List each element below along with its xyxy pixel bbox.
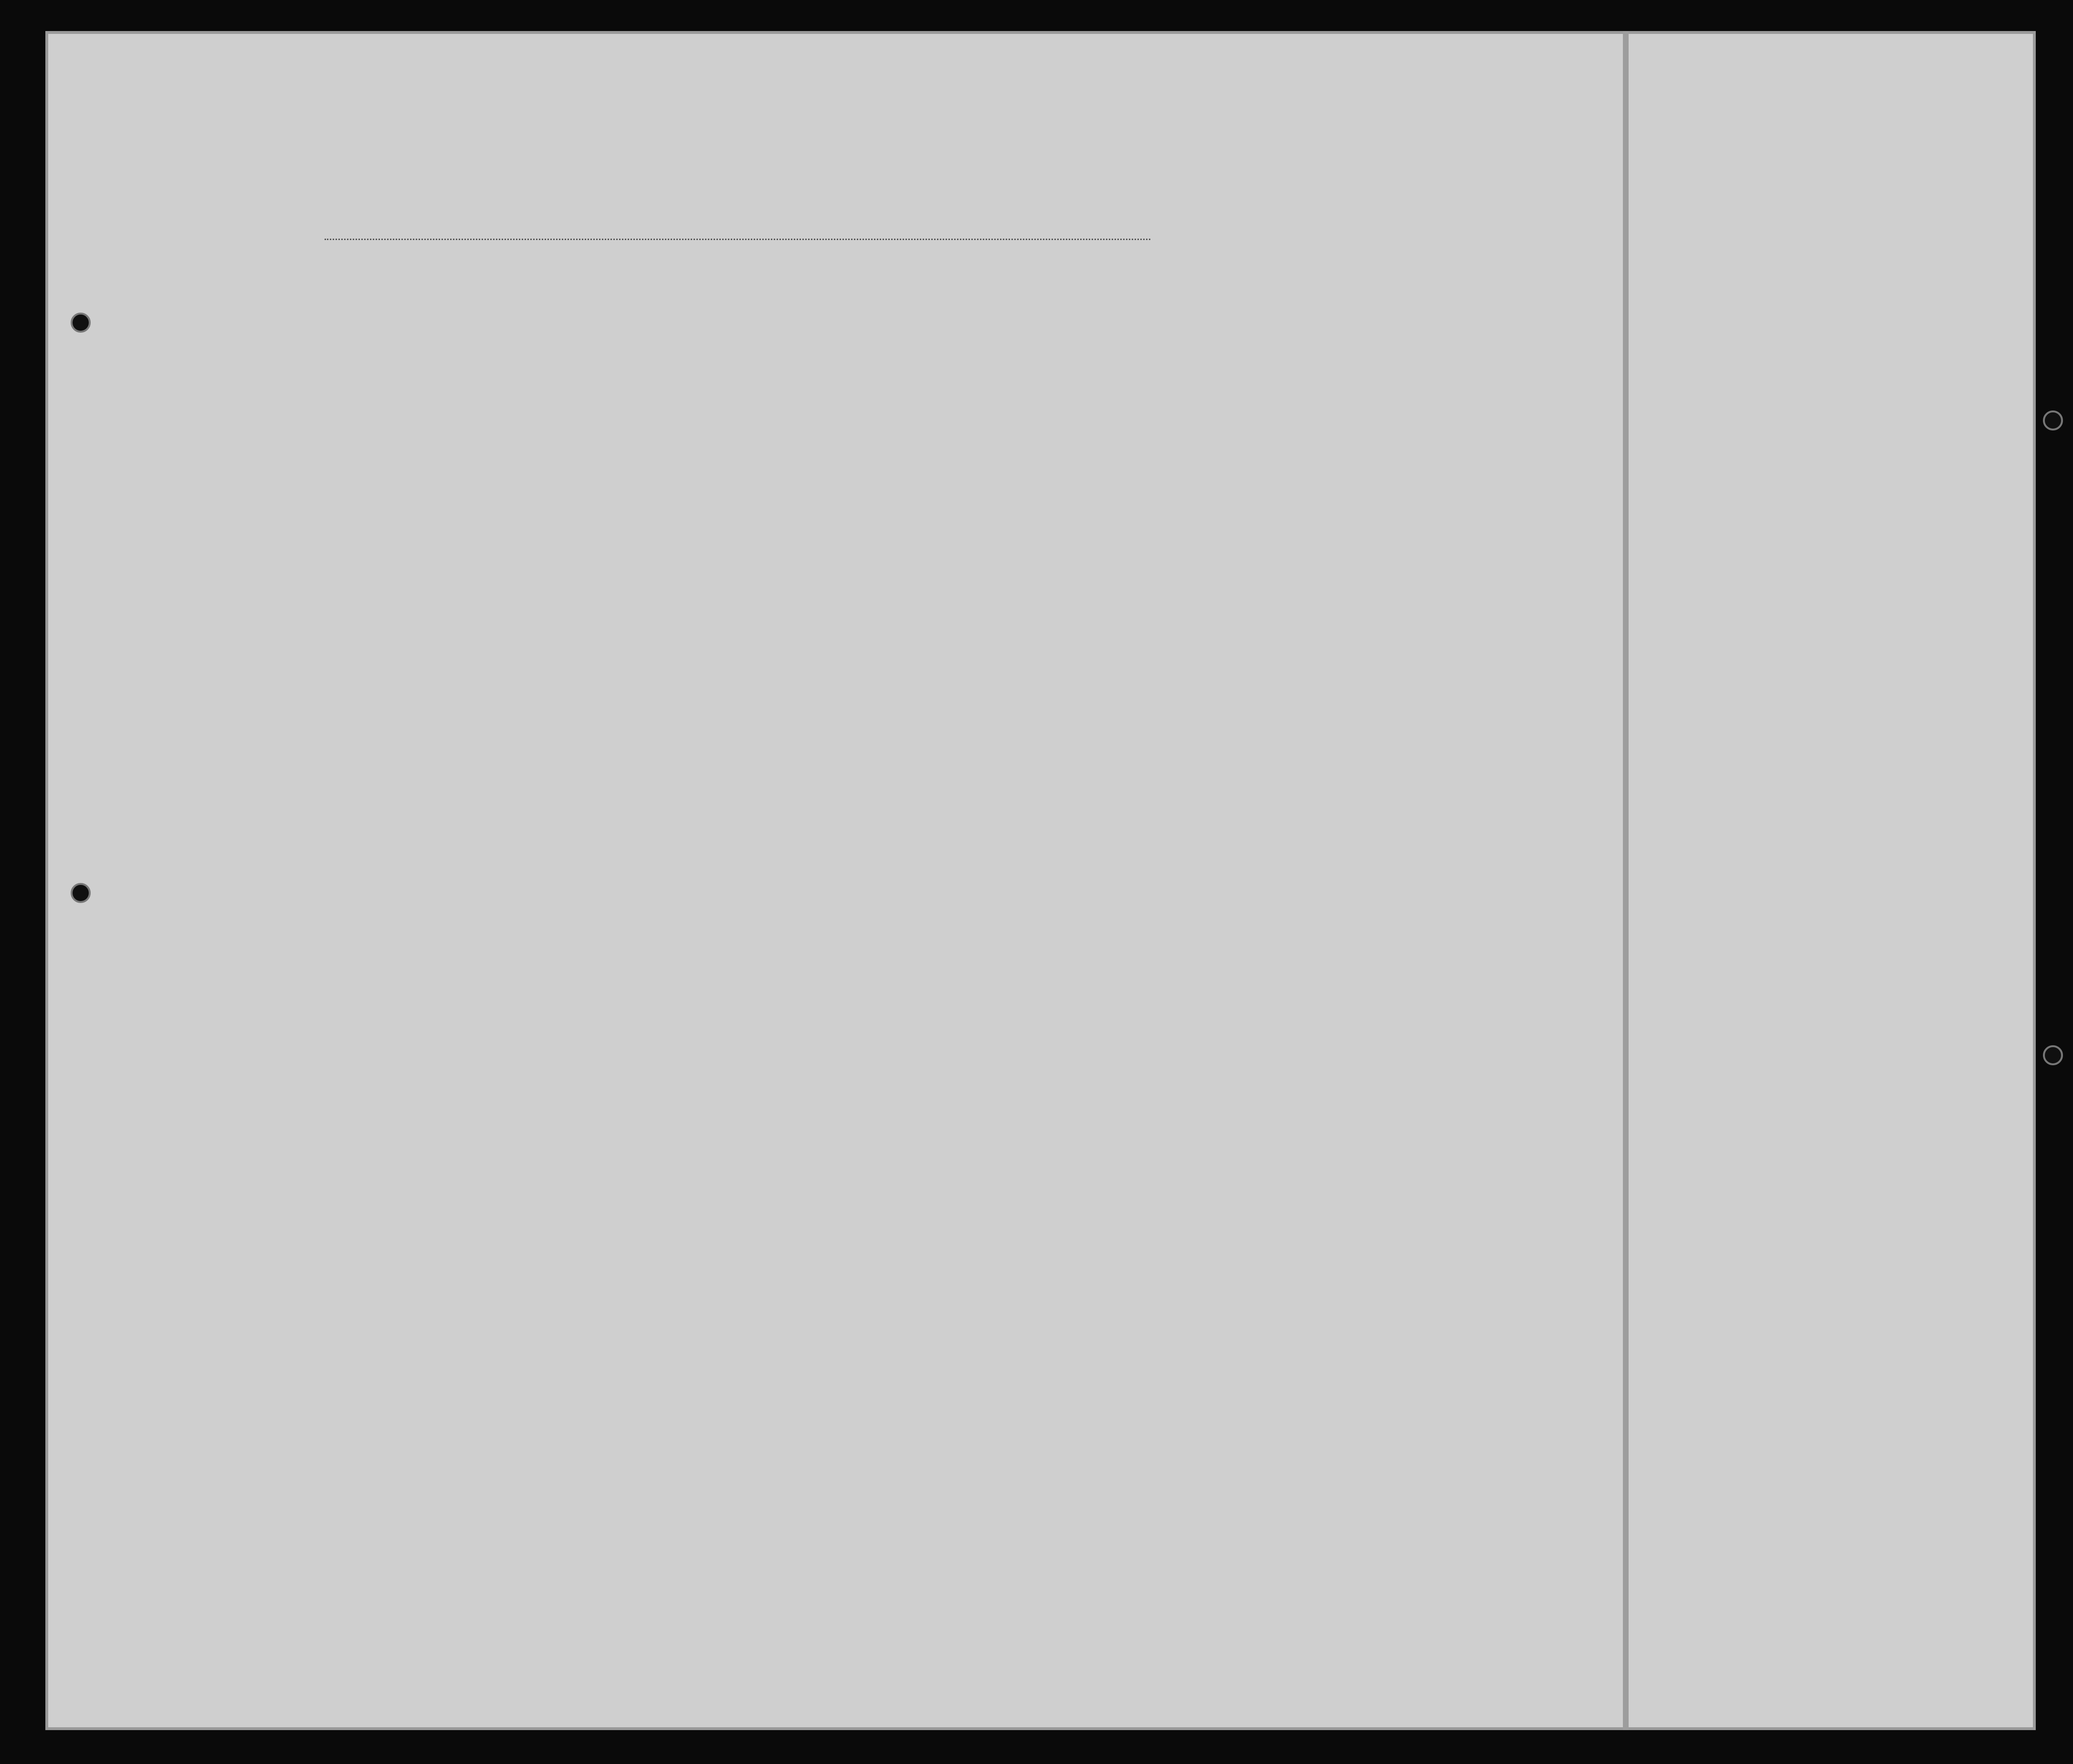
manifest-sheet [45, 31, 2036, 1730]
punch-hole [2043, 1045, 2063, 1065]
page-fold [1623, 31, 1629, 1730]
port-dotted-line [325, 239, 1150, 240]
punch-hole [2043, 410, 2063, 430]
punch-hole [71, 883, 91, 903]
punch-hole [71, 313, 91, 333]
